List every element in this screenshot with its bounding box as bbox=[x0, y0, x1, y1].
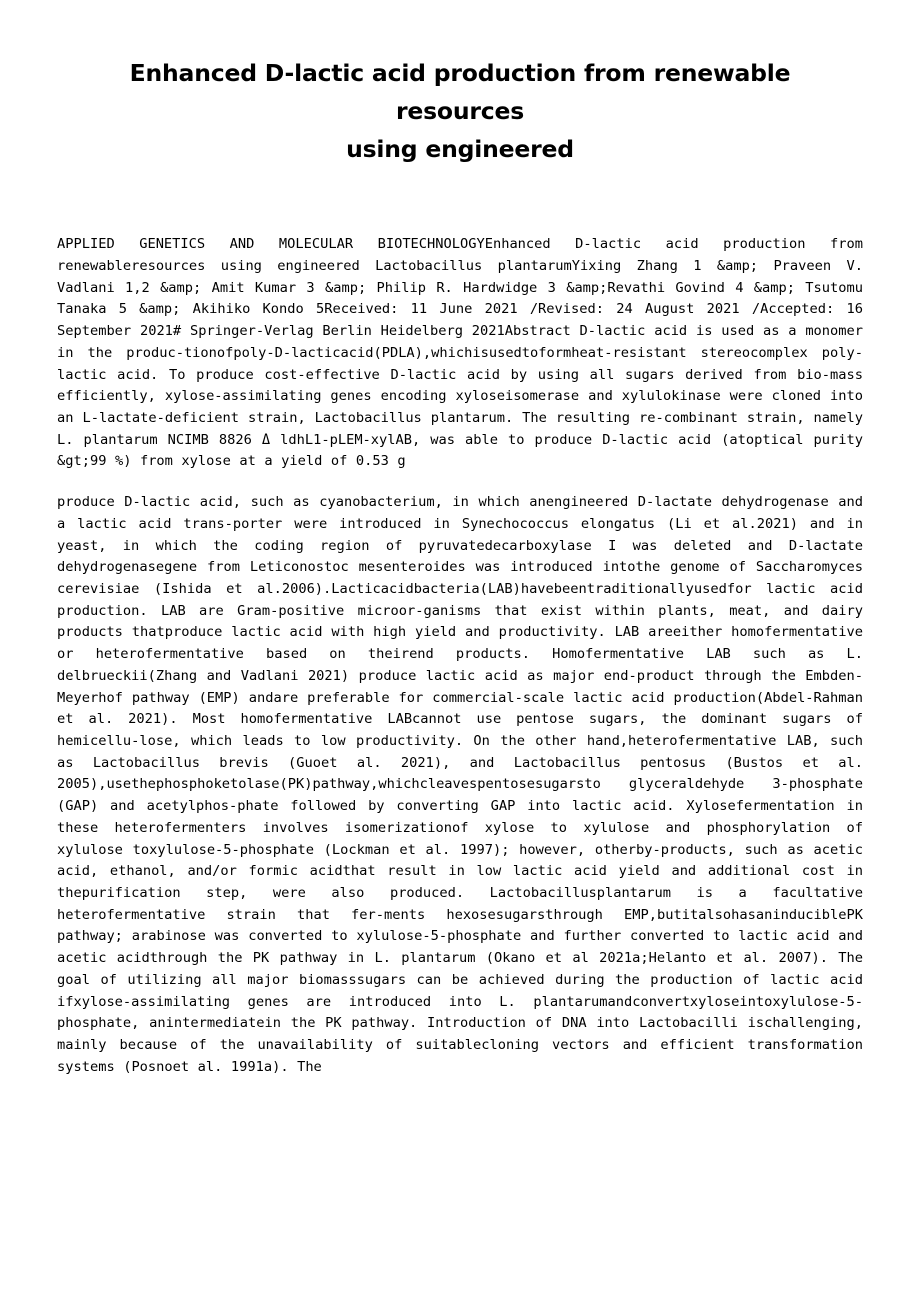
title-line-2: using engineered bbox=[346, 135, 574, 164]
abstract-paragraph: APPLIED GENETICS AND MOLECULAR BIOTECHNOLOGYEnhanced D-lactic acid production from renewableresources using engineered Lactobacillus plantarumYixing Zhang 1 &amp; Praveen V. Vadlani 1,2 &amp; Amit Kumar 3 &amp; Philip R. Hardwidge 3 &amp;Revathi Govind 4 &amp; Tsutomu Tanaka 5 &amp; Akihiko Kondo 5Received: 11 June 2021 /Revised: 24 August 2021 /Accepted: 16 September 2021# Springer-Verlag Berlin Heidelberg 2021Abstract D-lactic acid is used as a monomer in the produc-tionofpoly-D-lacticacid(PDLA),whichisusedtoformheat-resistant stereocomplex poly-lactic acid. To produce cost-effective D-lactic acid by using all sugars derived from bio-mass efficiently, xylose-assimilating genes encoding xyloseisomerase and xylulokinase were cloned into an L-lactate-deficient strain, Lactobacillus plantarum. The resulting re-combinant strain, namely L. plantarum NCIMB 8826 Δ ldhL1-pLEM-xylAB, was able to produce D-lactic acid (atoptical purity &gt;99 %) from xylose at a yield of 0.53 g bbox=[57, 236, 863, 470]
body-paragraph: produce D-lactic acid, such as cyanobacterium, in which anengineered D-lactate dehydrogenase and a lactic acid trans-porter were introduced in Synechococcus elongatus (Li et al.2021) and in yeast, in which the coding region of pyruvatedecarboxylase I was deleted and D-lactate dehydrogenasegene from Leticonostoc mesenteroides was introduced intothe genome of Saccharomyces cerevisiae (Ishida et al.2006).Lacticacidbacteria(LAB)havebeentraditionallyusedfor lactic acid production. LAB are Gram-positive microor-ganisms that exist within plants, meat, and dairy products thatproduce lactic acid with high yield and productivity. LAB areeither homofermentative or heterofermentative based on theirend products. Homofermentative LAB such as L. delbrueckii(Zhang and Vadlani 2021) produce lactic acid as major end-product through the Embden-Meyerhof pathway (EMP) andare preferable for commercial-scale lactic acid production(Abdel-Rahman et al. 2021). Most homofermentative LABcannot use pentose sugars, the dominant sugars of hemicellu-lose, which leads to low productivity. On the other hand,heterofermentative LAB, such as Lactobacillus brevis (Guoet al. 2021), and Lactobacillus pentosus (Bustos et al. 2005),usethephosphoketolase(PK)pathway,whichcleavespentosesugarsto glyceraldehyde 3-phosphate (GAP) and acetylphos-phate followed by converting GAP into lactic acid. Xylosefermentation in these heterofermenters involves isomerizationof xylose to xylulose and phosphorylation of xylulose toxylulose-5-phosphate (Lockman et al. 1997); however, otherby-products, such as acetic acid, ethanol, and/or formic acidthat result in low lactic acid yield and additional cost in thepurification step, were also produced. Lactobacillusplantarum is a facultative heterofermentative strain that fer-ments hexosesugarsthrough EMP,butitalsohasaninduciblePK pathway; arabinose was converted to xylulose-5-phosphate and further converted to lactic acid and acetic acidthrough the PK pathway in L. plantarum (Okano et al 2021a;Helanto et al. 2007). The goal of utilizing all major biomasssugars can be achieved during the production of lactic acid ifxylose-assimilating genes are introduced into L. plantarumandconvertxyloseintoxylulose-5-phosphate, anintermediatein the PK pathway. Introduction of DNA into Lactobacilli ischallenging, mainly because of the unavailability of suitablecloning vectors and efficient transformation systems (Posnoet al. 1991a). The bbox=[57, 494, 863, 1075]
page-title bbox=[57, 54, 863, 168]
title-line-1: Enhanced D-lactic acid production from renewable resources bbox=[129, 59, 791, 126]
title-spacer bbox=[57, 168, 863, 234]
paragraph-spacer bbox=[57, 473, 863, 492]
